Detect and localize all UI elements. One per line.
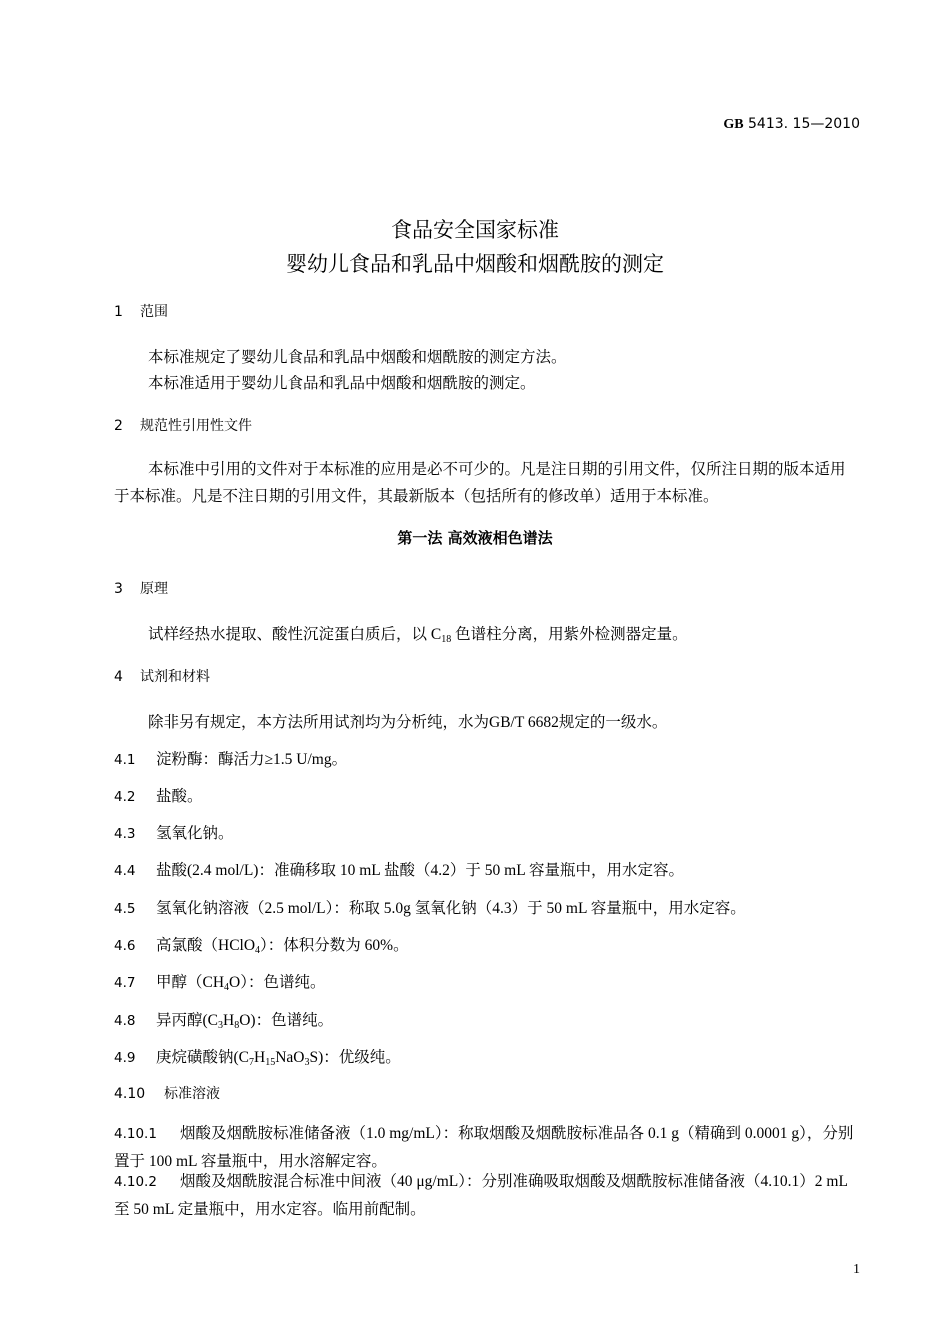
item-text-b: ）：体积分数为 60%。 [260,937,409,954]
list-item [114,784,203,806]
item-subscript: 4 [224,982,230,993]
section-3-text-b: 色谱柱分离，用紫外检测器定量。 [451,626,688,643]
section-2-heading [114,415,252,435]
section-1-number: 1 [114,304,123,320]
title-line-2: 婴幼儿食品和乳品中烟酸和烟酰胺的测定 [286,252,664,276]
page-number: 1 [853,1262,860,1277]
section-1-paragraph-2: 本标准适用于婴幼儿食品和乳品中烟酸和烟酰胺的测定。 [148,375,536,392]
item-subscript: 3 [304,1057,310,1068]
item-number: 4.2 [114,789,136,805]
list-item [114,821,234,843]
item-number: 4.10.2 [114,1174,157,1190]
section-4-heading [114,666,210,686]
section-1-title: 范围 [140,304,168,320]
item-number: 4.3 [114,826,136,842]
item-number: 4.6 [114,938,136,954]
item-number: 4.4 [114,863,136,879]
item-number: 4.10.1 [114,1126,157,1142]
section-4-number: 4 [114,669,123,685]
item-number: 4.5 [114,901,136,917]
section-2-paragraph: 本标准中引用的文件对于本标准的应用是必不可少的。凡是注日期的引用文件，仅所注日期的版本适用于本标准。凡是不注日期的引用文件，其最新版本（包括所有的修改单）适用于本标准。 [114,461,846,505]
item-text: 烟酸及烟酰胺标准储备液（1.0 mg/mL）：称取烟酸及烟酰胺标准品各 0.1 g（精确到 0.0001 g），分别置于 100 mL 容量瓶中，用水溶解定容。 [114,1125,854,1170]
subsection-number: 4.10 [114,1086,146,1102]
item-number: 4.7 [114,975,136,991]
standard-number [723,116,860,133]
subsection-title: 标准溶液 [164,1086,220,1102]
item-text-b: O）：色谱纯。 [229,974,326,991]
item-subscript: 8 [234,1020,240,1031]
standard-code: 5413. 15—2010 [743,116,860,132]
section-4-title: 试剂和材料 [140,669,210,685]
item-number: 4.9 [114,1050,136,1066]
subsection-4-10-heading [114,1083,220,1103]
item-text-a: 异丙醇(C [156,1012,219,1029]
item-number: 4.8 [114,1013,136,1029]
section-2-title: 规范性引用性文件 [140,418,252,434]
item-text: 烟酸及烟酰胺混合标准中间液（40 μg/mL）：分别准确吸取烟酸及烟酰胺标准储备液（4.10.1）2 mL 至 50 mL 定量瓶中，用水定容。临用前配制。 [114,1173,848,1218]
item-text: 氢氧化钠。 [156,825,234,842]
item-text-a: 甲醇（CH [156,974,225,991]
section-3-paragraph [148,622,688,645]
list-item [114,970,326,993]
item-text: 盐酸(2.4 mol/L)：准确移取 10 mL 盐酸（4.2）于 50 mL 容量瓶中，用水定容。 [156,862,684,879]
list-item [114,933,409,956]
section-2-number: 2 [114,418,123,434]
item-text-a: 高氯酸（HClO [156,937,256,954]
item-subscript: 4 [255,945,261,956]
list-item [114,858,684,880]
item-text-a: 庚烷磺酸钠(C [156,1049,250,1066]
item-text-c: O)：色谱纯。 [239,1012,334,1029]
section-1-heading [114,301,168,321]
item-text-b: H [223,1012,235,1029]
item-text-b: H [254,1049,266,1066]
section-3-text-a: 试样经热水提取、酸性沉淀蛋白质后，以 C [148,626,442,643]
item-subscript: 15 [265,1057,276,1068]
section-3-number: 3 [114,581,123,597]
item-text-c: NaO [275,1049,305,1066]
item-text: 盐酸。 [156,788,203,805]
section-3-subscript: 18 [441,634,452,645]
item-4-10-2 [114,1168,860,1223]
list-item [114,896,746,918]
list-item [114,1045,401,1068]
item-number: 4.1 [114,752,136,768]
list-item [114,1008,333,1031]
section-1-paragraph-1: 本标准规定了婴幼儿食品和乳品中烟酸和烟酰胺的测定方法。 [148,349,567,366]
item-subscript: 7 [249,1057,255,1068]
title-line-1: 食品安全国家标准 [391,218,559,242]
item-4-10-1 [114,1120,860,1175]
item-text: 氢氧化钠溶液（2.5 mol/L）：称取 5.0g 氢氧化钠（4.3）于 50 mL 容量瓶中，用水定容。 [156,900,746,917]
item-text-d: S)：优级纯。 [309,1049,401,1066]
method-heading: 第一法 高效液相色谱法 [397,529,553,547]
section-4-intro: 除非另有规定，本方法所用试剂均为分析纯，水为GB/T 6682规定的一级水。 [148,714,668,731]
item-text: 淀粉酶：酶活力≥1.5 U/mg。 [156,751,348,768]
item-subscript: 3 [218,1020,224,1031]
section-3-title: 原理 [140,581,168,597]
list-item [114,747,347,769]
standard-prefix: GB [723,117,744,132]
section-3-heading [114,578,168,598]
